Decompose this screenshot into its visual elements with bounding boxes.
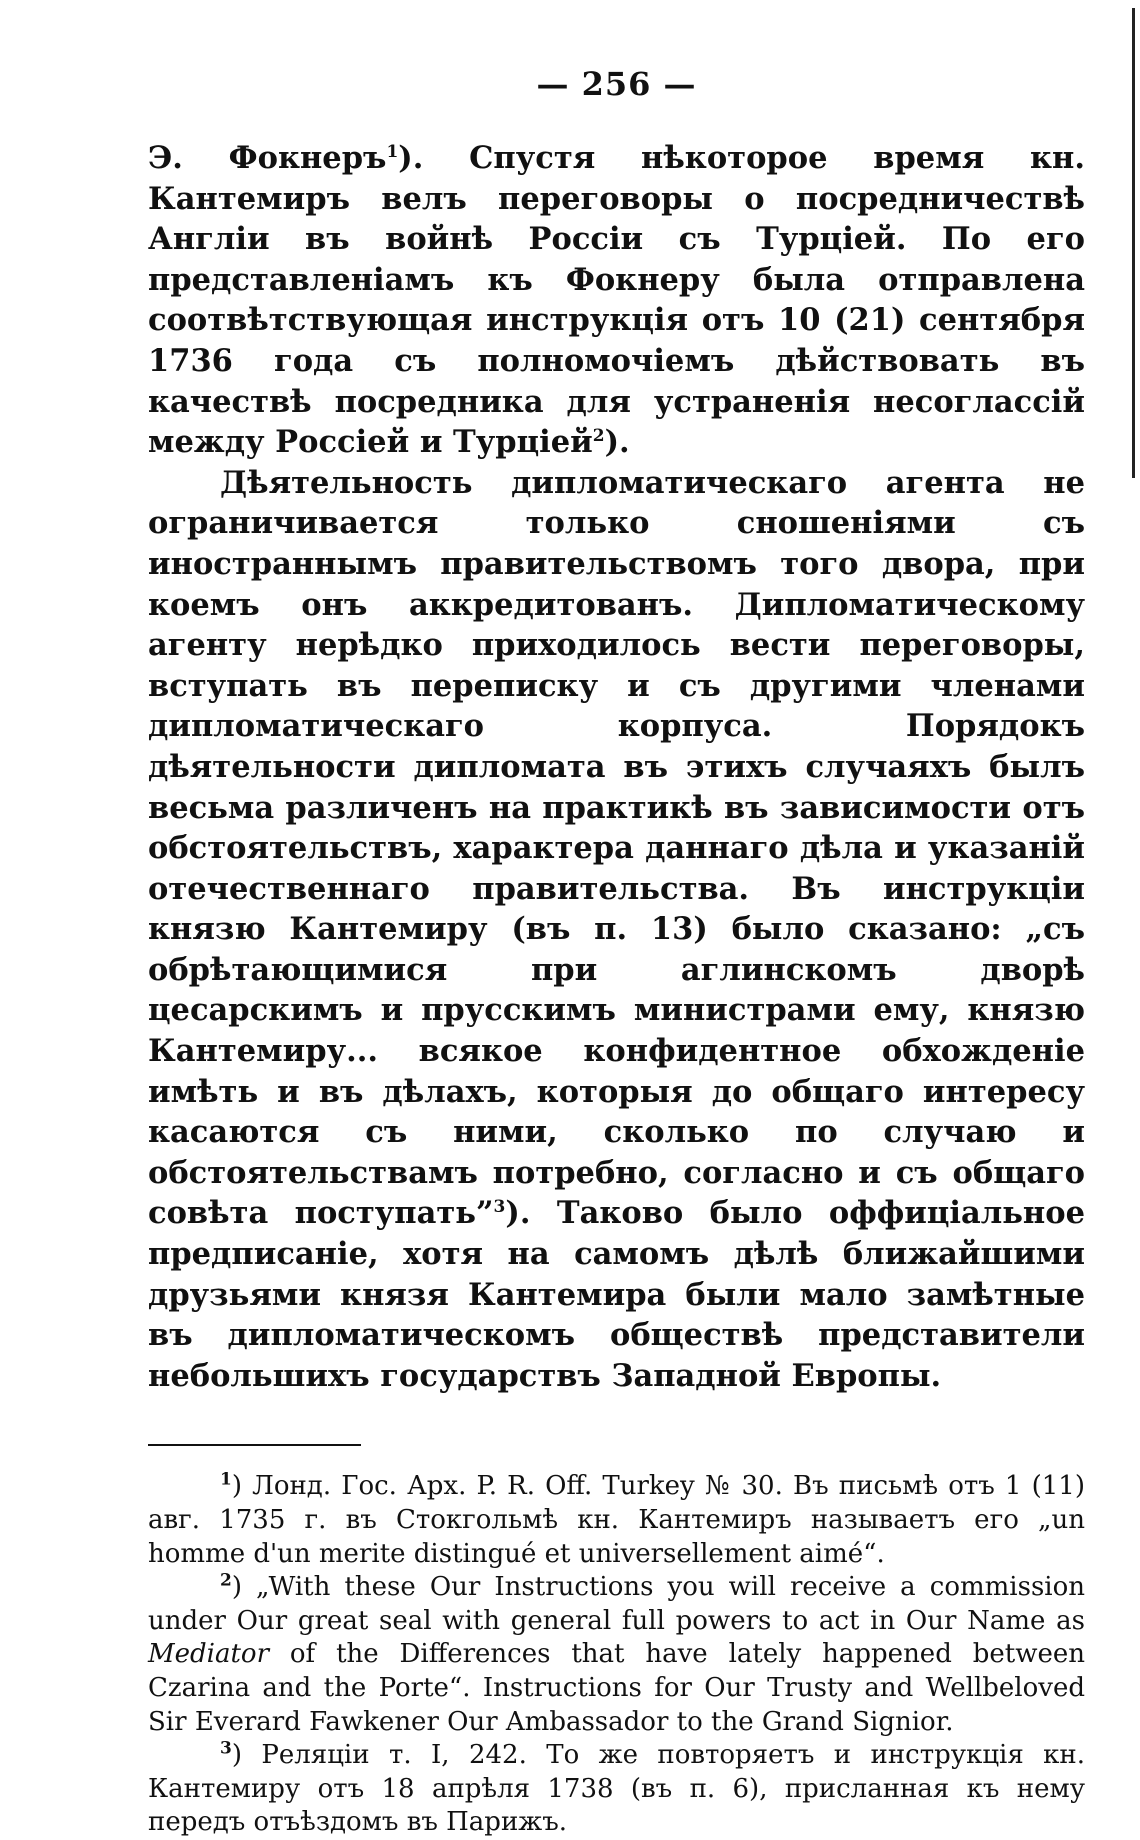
footnote-divider <box>148 1444 361 1446</box>
footnote-3-text: ) Реляціи т. I, 242. То же повторяетъ и инструкція кн. Кантемиру отъ 18 апрѣля 1738 (въ п. 6), присланная къ нему передъ отъѣздомъ въ Парижъ. <box>148 1740 1085 1838</box>
scan-edge-line <box>1132 8 1135 478</box>
page <box>148 60 1085 1840</box>
footnote-ref-2[interactable]: 2 <box>592 426 605 446</box>
paragraph-1 <box>148 138 1085 463</box>
footnote-2-text-after: of the Differences that have lately happened between Czarina and the Porte“. Instructions for Our Trusty and Wellbeloved Sir Everard Fawkener Our Ambassador to the Grand Signior. <box>148 1639 1085 1737</box>
footnote-2-text-before: ) „With these Our Instructions you will receive a commission under Our great seal with general full powers to act in Our Name as <box>148 1572 1085 1636</box>
footnote-1-text: ) Лонд. Гос. Арх. P. R. Off. Turkey № 30. Въ письмѣ отъ 1 (11) авг. 1735 г. въ Стокгольмѣ кн. Кантемиръ называетъ его „un homme d'un merite distingué et universellement aimé“. <box>148 1471 1085 1569</box>
footnotes <box>148 1470 1085 1840</box>
footnote-3 <box>148 1739 1085 1840</box>
footnote-2-italic: Mediator <box>148 1639 269 1670</box>
footnote-1 <box>148 1470 1085 1571</box>
paragraph-2-body: Дѣятельность дипломатическаго агента не ограничивается только сношеніями съ иностраннымъ правительствомъ того двора, при коемъ онъ аккредитованъ. Дипломатическому агенту нерѣдко приходилось вести переговоры, вступать въ переписку и съ другими членами дипломатическаго корпуса. Порядокъ дѣятельности дипломата въ этихъ случаяхъ былъ весьма различенъ на практикѣ въ зависимости отъ обстоятельствъ, характера даннаго дѣла и указаній отечественнаго правительства. Въ инструкціи князю Кантемиру (въ п. 13) было сказано: „съ обрѣтающимися при аглинскомъ дворѣ цесарскимъ и прусскимъ министрами ему, князю Кантемиру... всякое конфидентное обхожденіе имѣть и въ дѣлахъ, которыя до общаго интересу касаются съ ними, сколько по случаю и обстоятельствамъ потребно, согласно и съ общаго совѣта поступать” <box>148 464 1085 1232</box>
footnote-2-mark: 2 <box>220 1570 232 1591</box>
paragraph-2-tail: ). Таково было оффиціальное предписаніе, хотя на самомъ дѣлѣ ближайшими друзьями князя Кантемира были мало замѣтные въ дипломатическомъ обществѣ представители небольшихъ государствъ Западной Европы. <box>148 1195 1085 1394</box>
paragraph-1-end: ). <box>604 424 630 461</box>
paragraph-2 <box>148 463 1085 1397</box>
footnote-3-mark: 3 <box>220 1738 232 1759</box>
page-number: — 256 — <box>536 65 697 103</box>
footnote-2 <box>148 1571 1085 1739</box>
main-text <box>148 138 1085 1396</box>
footnote-ref-1[interactable]: 1 <box>386 141 399 162</box>
footnote-ref-3[interactable]: 3 <box>493 1197 506 1218</box>
paragraph-1-body: ). Спустя нѣкоторое время кн. Кантемиръ велъ переговоры о посредничествѣ Англіи въ войнѣ Россіи съ Турціей. По его представленіамъ къ Фокнеру была отправлена соотвѣтствующая инструкція отъ 10 (21) сентября 1736 года съ полномочіемъ дѣйствовать въ качествѣ посредника для устраненія несоглассій между Россіей и Турціей <box>148 140 1085 461</box>
footnote-1-mark: 1 <box>220 1469 232 1490</box>
paragraph-1-start: Э. Фокнеръ <box>148 140 387 176</box>
